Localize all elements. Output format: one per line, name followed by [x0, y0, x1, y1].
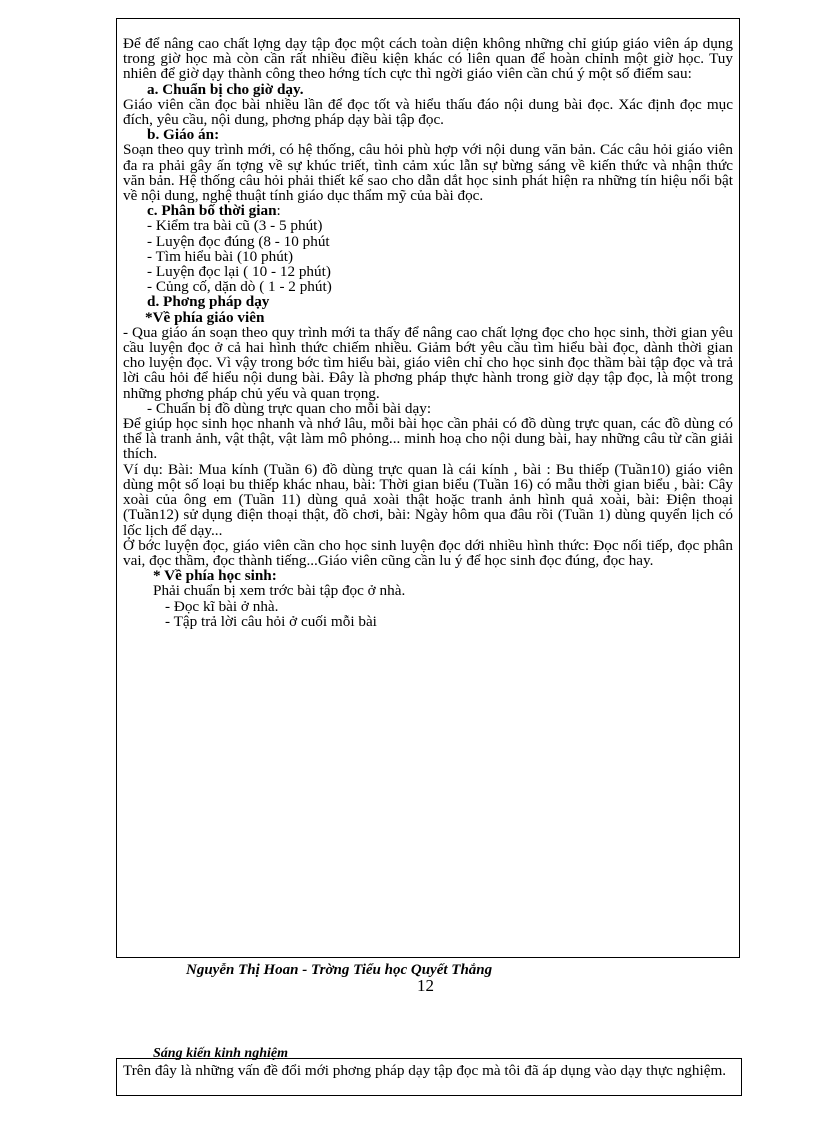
intro-paragraph: Để để nâng cao chất lợng dạy tập đọc một cách toàn diện không những chỉ giúp giáo viên áp dụng trong giờ học mà còn cần rất nhiều điều kiện khác có liên quan để hoàn chỉnh một giờ học. Tuy nhiên để giờ dạy thành công theo hớng tích cực thì ngời giáo viên cần chú ý một số điểm sau: [123, 35, 733, 83]
student-item: - Đọc kĩ bài ở nhà. [165, 597, 279, 615]
visual-aids-paragraph: Để giúp học sinh học nhanh và nhớ lâu, mỗi bài học cần phải có đồ dùng trực quan, các đồ dùng có thể là tranh ảnh, vật thật, vật làm mô phỏng... minh hoạ cho nội dung bài, hay những câu từ cần giải thích. [123, 415, 733, 463]
time-item: - Luyện đọc lại ( 10 - 12 phút) [147, 263, 331, 281]
time-item: - Củng cố, dặn dò ( 1 - 2 phút) [147, 278, 332, 296]
lesson-plan-paragraph: Soạn theo quy trình mới, có hệ thống, câu hỏi phù hợp với nội dung văn bản. Các câu hỏi giáo viên đa ra phải gây ấn tợng về sự khúc triết, tình cảm xúc lẫn sự bừng sáng về kiến thức và nhận thức văn bản. Hệ thống câu hỏi phải thiết kế sao cho dẫn dắt học sinh phát hiện ra những tín hiệu nổi bật về nội dung, nghệ thuật tính giáo dục thẩm mỹ của bài đọc. [123, 141, 733, 205]
page-number: 12 [417, 976, 434, 995]
heading-time [123, 203, 733, 218]
heading-prepare: a. Chuẩn bị cho giờ dạy. [147, 80, 304, 98]
time-item: - Kiểm tra bài cũ (3 - 5 phút) [147, 217, 323, 235]
heading-teacher-side: *Về phía giáo viên [145, 308, 265, 326]
time-item: - Tìm hiểu bài (10 phút) [147, 247, 294, 265]
heading-time-label: c. Phân bố thời gian [147, 202, 277, 220]
reading-practice-paragraph: Ở bớc luyện đọc, giáo viên cần cho học sinh luyện đọc dới nhiều hình thức: Đọc nối tiếp, đọc phân vai, đọc thầm, đọc thành tiếng...Giáo viên cũng cần lu ý để học sinh đọc đúng, đọc hay. [123, 536, 733, 569]
heading-lesson-plan: b. Giáo án: [147, 126, 220, 144]
time-item: - Luyện đọc đúng (8 - 10 phút [147, 232, 330, 250]
heading-student-side: * Về phía học sinh: [153, 567, 277, 585]
teacher-paragraph: - Qua giáo án soạn theo quy trình mới ta thấy để nâng cao chất lợng đọc cho học sinh, thời gian yêu cầu luyện đọc ở cả hai hình thức chiếm nhiều. Giảm bớt yêu cầu tìm hiểu bài đọc, dành thời gian cho luyện đọc. Vì vậy trong bớc tìm hiểu bài, giáo viên chỉ cho học sinh đọc thầm bài tập đọc và trả lời câu hỏi để hiểu nội dung bài. Đây là phơng pháp thực hành trong giờ dạy tập đọc, là một trong những phơng pháp chủ yếu và quan trọng. [123, 323, 733, 402]
prepare-paragraph: Giáo viên cần đọc bài nhiều lần để đọc tốt và hiểu thấu đáo nội dung bài đọc. Xác định đọc mục đích, yêu cầu, nội dung, phơng pháp dạy bài tập đọc. [123, 95, 733, 129]
heading-time-colon: : [276, 202, 281, 220]
next-page-text: Trên đây là những vấn đề đổi mới phơng pháp dạy tập đọc mà tôi đã áp dụng vào dạy thực nghiệm. [123, 1062, 727, 1079]
student-item: Phải chuẩn bị xem trớc bài tập đọc ở nhà. [153, 582, 406, 600]
heading-method: d. Phơng pháp dạy [147, 293, 270, 311]
next-page-header: Sáng kiến kinh nghiệm [153, 1046, 288, 1061]
visual-aids-line: - Chuẩn bị đồ dùng trực quan cho mỗi bài dạy: [147, 399, 432, 417]
student-item: - Tập trả lời câu hỏi ở cuối mỗi bài [165, 612, 377, 630]
example-paragraph: Ví dụ: Bài: Mua kính (Tuần 6) đồ dùng trực quan là cái kính , bài : Bu thiếp (Tuần10) giáo viên dùng một số loại bu thiếp khác nhau, bài: Thời gian biểu (Tuần 16) có mẫu thời gian biểu , bài: Cây xoài của ông em (Tuần 11) dùng quả xoài thật hoặc tranh ảnh hình quả xoài, bài: Điện thoại (Tuần12) sử dụng điện thoại thật, đồ chơi, bài: Ngày hôm qua đâu rồi (Tuần 1) dùng quyển lịch có lốc lịch để dạy... [123, 460, 733, 539]
footer-author: Nguyễn Thị Hoan - Trờng Tiểu học Quyết Thắng [186, 962, 493, 978]
document-body [123, 36, 733, 629]
